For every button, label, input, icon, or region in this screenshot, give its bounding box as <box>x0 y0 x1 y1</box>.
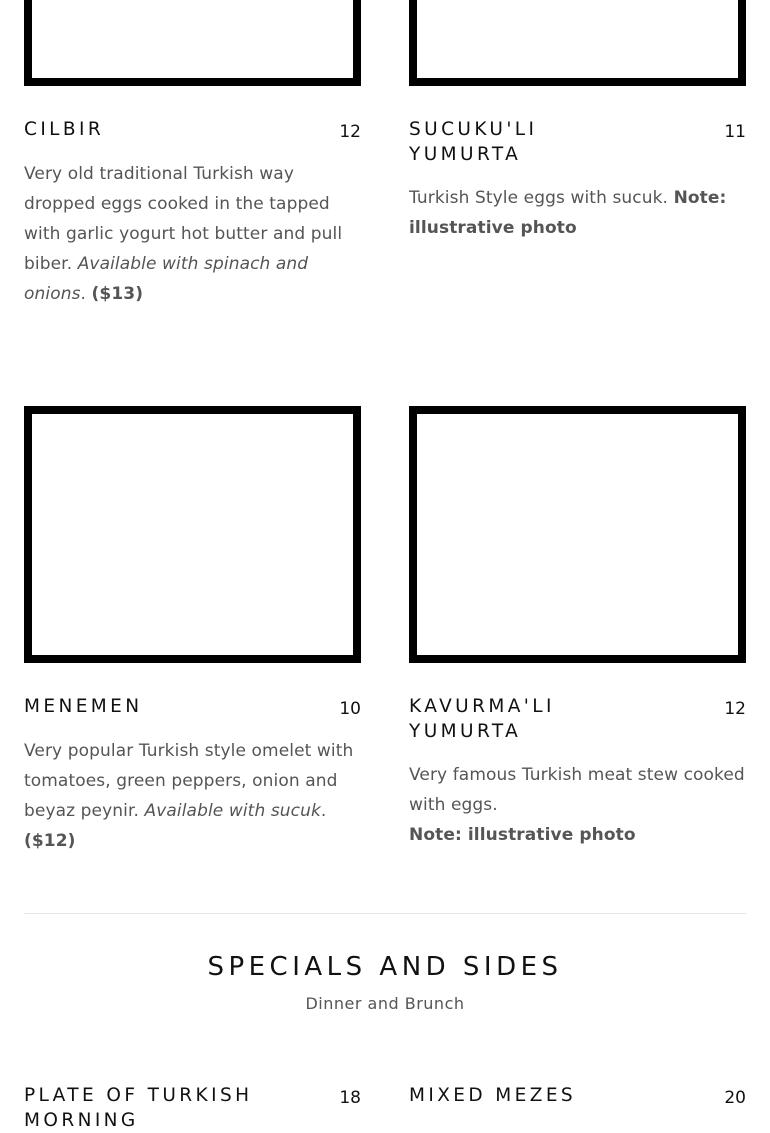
menu-item-header <box>409 694 746 744</box>
description-note: Note: illustrative photo <box>409 825 636 845</box>
item-name: CILBIR <box>24 119 105 140</box>
menu-item-header <box>24 117 361 145</box>
item-price: 18 <box>339 1088 361 1108</box>
description-text: . <box>80 284 92 304</box>
item-price: 20 <box>724 1088 746 1108</box>
item-name: SUCUKU'LI YUMURTA <box>409 119 538 165</box>
section-subtitle: Dinner and Brunch <box>305 994 465 1013</box>
description-text: . <box>320 801 327 821</box>
item-name: PLATE OF TURKISH MORNING <box>24 1085 253 1131</box>
description-price: ($13) <box>91 284 144 304</box>
item-name: MIXED MEZES <box>409 1085 577 1106</box>
menu-item-header <box>409 117 746 167</box>
menu-item-header <box>24 1083 361 1133</box>
menu-item-header <box>24 694 361 722</box>
item-description <box>24 159 361 309</box>
description-note: Note: illustrative photo <box>409 188 727 238</box>
item-photo-kavurmali-yumurta[interactable] <box>409 406 746 663</box>
item-name: MENEMEN <box>24 696 143 717</box>
item-photo-menemen[interactable] <box>24 406 361 663</box>
description-text: Very popular Turkish style omelet with tomatoes, green peppers, onion and beyaz peynir. <box>24 741 354 821</box>
description-note: Available with sucuk <box>144 801 321 821</box>
menu-item-header <box>409 1083 746 1111</box>
section-divider <box>24 913 746 914</box>
item-description <box>24 736 361 856</box>
section-title: SPECIALS AND SIDES <box>207 952 563 982</box>
item-photo-cilbir[interactable] <box>24 0 361 86</box>
item-description <box>409 760 746 850</box>
item-price: 10 <box>339 699 361 719</box>
description-text: Very old traditional Turkish way dropped eggs cooked in the tapped with garlic yogurt hot butter and pull biber. <box>24 164 343 274</box>
item-description <box>409 183 746 243</box>
description-price: ($12) <box>24 831 76 851</box>
description-text: Very famous Turkish meat stew cooked with eggs. <box>409 765 745 815</box>
item-name: KAVURMA'LI YUMURTA <box>409 696 555 742</box>
item-price: 11 <box>724 122 746 142</box>
item-photo-sucukuli-yumurta[interactable] <box>409 0 746 86</box>
description-note: Available with spinach and onions <box>24 254 309 304</box>
description-text: Turkish Style eggs with sucuk. <box>409 188 674 208</box>
item-price: 12 <box>339 122 361 142</box>
item-price: 12 <box>724 699 746 719</box>
